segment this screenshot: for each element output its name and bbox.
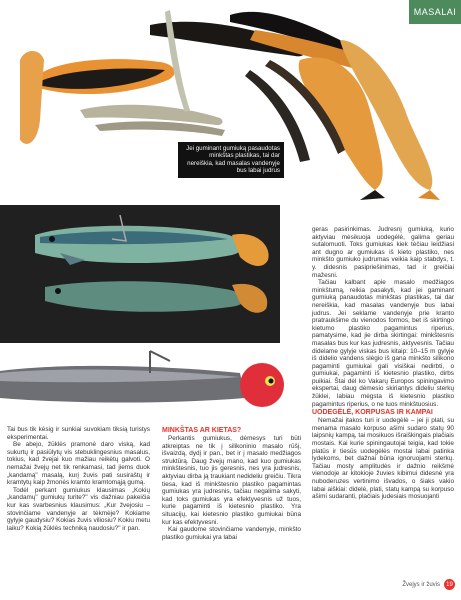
magazine-name: Žvejys ir žuvis [402, 581, 440, 588]
metallic-shads-illustration [0, 205, 280, 343]
paragraph: Tačiau kalbant apie masalo medžiagos minkštumą, reikia pasakyti, kad jei gaminant gumiuką panaudotas minkštas plastikas, tai dar nereiškia, kad masalas vandenyje bus labai judrus. Jei seklame vandenyje prie kranto pratraukšime du vienodos formos, bet iš skirtingo kietumo plastiko pagamintus riperius, pamatysime, kad jie dirba skirtingai: minkštesnis masalas bus kur kas judresnis, aktyvesnis. Tačiau didelame gylyje viskas bus kitaip: 10–15 m gylyje iš didelio vandens slėgio iš gana minkšto silikono pagaminti gumiukai gali visiškai nedirbti, o gumiukai, pagaminti iš kietesnio plastiko, dirbs puikiai. Štai dėl ko Vakarų Europos spiningavimo ekspertai, daug dėmesio skiriantys dideliu sterkų žūklei, labiau mėgsta iš kietesnio plastiko pagamintus riperius, o ne tuos minkštuosius. [312, 279, 454, 408]
section-heading: MINKŠTAS AR KIETAS? [162, 427, 242, 434]
text-column-2 [162, 426, 301, 541]
text-column-3 [312, 226, 454, 501]
paragraph: Todėl perkant gumiukus klausimas „Kokių „kandamų" gumiukų turite?" vis dažniau pakeičia kur kas svarbesnius klausimus: „Kur žvejosiu – stovinčiame vandenyje ar tėkmėje? Kokiame gylyje gaudysiu? Kokias žuvis viliosiu? Kokiu metu laiku? Kokią žūklės techniką naudosiu?" ir pan. [7, 486, 150, 532]
paragraph: Tai bus tik kėsig ir sunkiai suvokiam tiksią turistys eksperimentai. [7, 426, 150, 441]
paragraph: Be abejo, žūklės pramonė daro viską, kad sukurtų ir pasiūlytų vis stebuklingesnius masalus, tokius, kad žvejai kuo mažiau reikėtų galvoti. O nemažai žvejų net tik renkamasi, tad jiems duok „kandamą" masalą, kurį žuvis pati susiraštų ir kramtytų kaip žmonės kramto kramtomąją gumą. [7, 441, 150, 487]
paragraph: geras pasirinkimas. Judresnį gumiuką, kurio aktyviau mėsikuoja uodegėlė, galima geriau sutalomuoti. Toks gumiukas kiek tėčiau leidžiasi ant dugno ar gumiukas iš kieto plastiko, nes minkšto gumiuko judrumas veikia kaip stabdys, t. y. didesnis pasipriešinimas, tad ir greičiai mažesni. [312, 226, 454, 279]
photo-jighead-lure [0, 343, 292, 425]
page-footer [402, 579, 455, 590]
section-heading: UODEGĖLĖ, KORPUSAS IR KAMPAI [312, 409, 433, 417]
page-number: 19 [444, 579, 455, 590]
jighead-lure-illustration [0, 343, 292, 425]
section-label: MASALAI [409, 0, 461, 24]
paragraph: Nemažai įtakos turi ir uodegėlė – jei ji plati, su menama masalo korpuso ašimi sudaro statų 90 laipsnių kampą, tai mosikuos išraiškingais plačiais mostais. Kai kurie spiningautojai teigia, kad tokie platūs ir tiesūs uodegėlės mostai labai patinka lydekoms, bet dažnai būna ignoruojami sterkų. Tačiau mosty amplitudės ir dažnio reikšmė vienodoje ar kitokioje žuvies kibimui didesnė yra nuboderuzes vertinimo išvados, o šiaks vakio labai aiškiai: didelė, plati, statų kampą su korpuso ašimi sudaranti, plačiais judesiais mosuojanti [312, 417, 454, 501]
photo-caption: Jei guminant gumiuką pasaudotas minkštas plastikas, tai dar nereiškia, kad masalas vandenyje bus labai judrus [178, 142, 284, 178]
photo-metallic-lures [0, 205, 280, 343]
paragraph: Perkantis gumiukus, dėmesys turi būti atkreiptas ne tik į silikoninio masalo rūšį, išvaizdą, dydį ir pan., bet ir į masalo medžiagos struktūrą. Daug žvejų mano, kad kuo gumiukas minkštesnis, tuo jis geresnis, nes yra judresnis, aktyviau dirba ją traukiant nedideliu greičiu. Tikra tiesa, kad iš minkštesnio plastiko pagamintas gumiukas yra judresnis, tačiau negalima sakyti, kad toks gumiukas yra efektyvesnis už tuos, kurie pagaminti iš kietesnio plastiko. Yra situacijų, kai kietesnio plastiko gumiukai būna kur kas efektyvesni. [162, 435, 301, 526]
paragraph: Kai gaudome stovinčiame vandenyje, minkšto plastiko gumiukai yra labai [162, 526, 301, 541]
text-column-1 [7, 426, 150, 532]
